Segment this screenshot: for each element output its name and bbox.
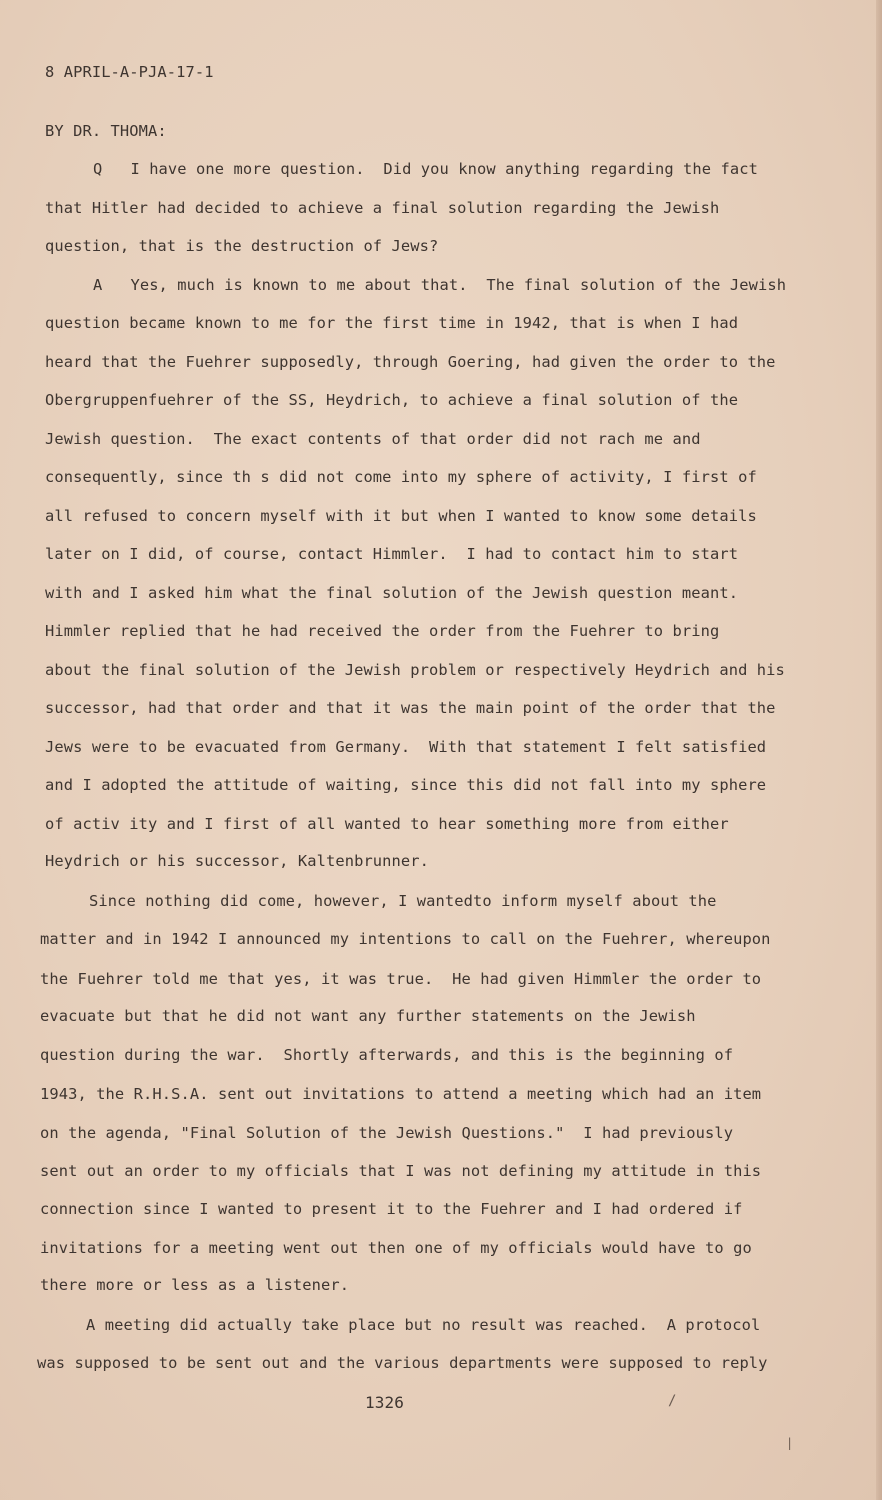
page-edge: [876, 0, 882, 1500]
body-line: matter and in 1942 I announced my intentions to call on the Fuehrer, whereupon: [40, 930, 771, 948]
body-line: question became known to me for the first time in 1942, that is when I had: [45, 314, 739, 332]
pencil-mark: /: [668, 1393, 677, 1409]
body-line: Q I have one more question. Did you know anything regarding the fact: [93, 160, 758, 178]
page-number: 1326: [365, 1393, 404, 1412]
body-line: consequently, since th s did not come into my sphere of activity, I first of: [45, 468, 757, 486]
body-line: Since nothing did come, however, I wantedto inform myself about the: [89, 892, 717, 910]
body-line: Jewish question. The exact contents of that order did not rach me and: [45, 430, 701, 448]
body-line: Heydrich or his successor, Kaltenbrunner.: [45, 852, 430, 870]
body-line: about the final solution of the Jewish problem or respectively Heydrich and his: [45, 661, 785, 679]
examiner-byline: BY DR. THOMA:: [45, 122, 167, 140]
body-line: Himmler replied that he had received the order from the Fuehrer to bring: [45, 622, 720, 640]
pencil-mark: |: [786, 1436, 794, 1450]
body-line: with and I asked him what the final solution of the Jewish question meant.: [45, 584, 739, 602]
body-line: heard that the Fuehrer supposedly, through Goering, had given the order to the: [45, 353, 776, 371]
body-line: and I adopted the attitude of waiting, since this did not fall into my sphere: [45, 776, 767, 794]
body-line: Obergruppenfuehrer of the SS, Heydrich, to achieve a final solution of the: [45, 391, 739, 409]
body-line: later on I did, of course, contact Himmler. I had to contact him to start: [45, 545, 739, 563]
body-line: sent out an order to my officials that I was not defining my attitude in this: [40, 1162, 762, 1180]
body-line: the Fuehrer told me that yes, it was true. He had given Himmler the order to: [40, 970, 762, 988]
body-line: A Yes, much is known to me about that. The final solution of the Jewish: [93, 276, 787, 294]
body-line: there more or less as a listener.: [40, 1276, 350, 1294]
body-line: 1943, the R.H.S.A. sent out invitations to attend a meeting which had an item: [40, 1085, 762, 1103]
body-line: connection since I wanted to present it to the Fuehrer and I had ordered if: [40, 1200, 743, 1218]
body-line: question during the war. Shortly afterwards, and this is the beginning of: [40, 1046, 734, 1064]
body-line: invitations for a meeting went out then one of my officials would have to go: [40, 1239, 752, 1257]
body-line: that Hitler had decided to achieve a final solution regarding the Jewish: [45, 199, 720, 217]
body-line: A meeting did actually take place but no result was reached. A protocol: [86, 1316, 761, 1334]
body-line: successor, had that order and that it was the main point of the order that the: [45, 699, 776, 717]
body-line: was supposed to be sent out and the various departments were supposed to reply: [37, 1354, 768, 1372]
document-header: 8 APRIL-A-PJA-17-1: [45, 63, 214, 81]
body-line: on the agenda, "Final Solution of the Jewish Questions." I had previously: [40, 1124, 734, 1142]
body-line: of activ ity and I first of all wanted to hear something more from either: [45, 815, 729, 833]
body-line: evacuate but that he did not want any further statements on the Jewish: [40, 1007, 696, 1025]
body-line: Jews were to be evacuated from Germany. With that statement I felt satisfied: [45, 738, 767, 756]
body-line: question, that is the destruction of Jews?: [45, 237, 439, 255]
body-line: all refused to concern myself with it but when I wanted to know some details: [45, 507, 757, 525]
